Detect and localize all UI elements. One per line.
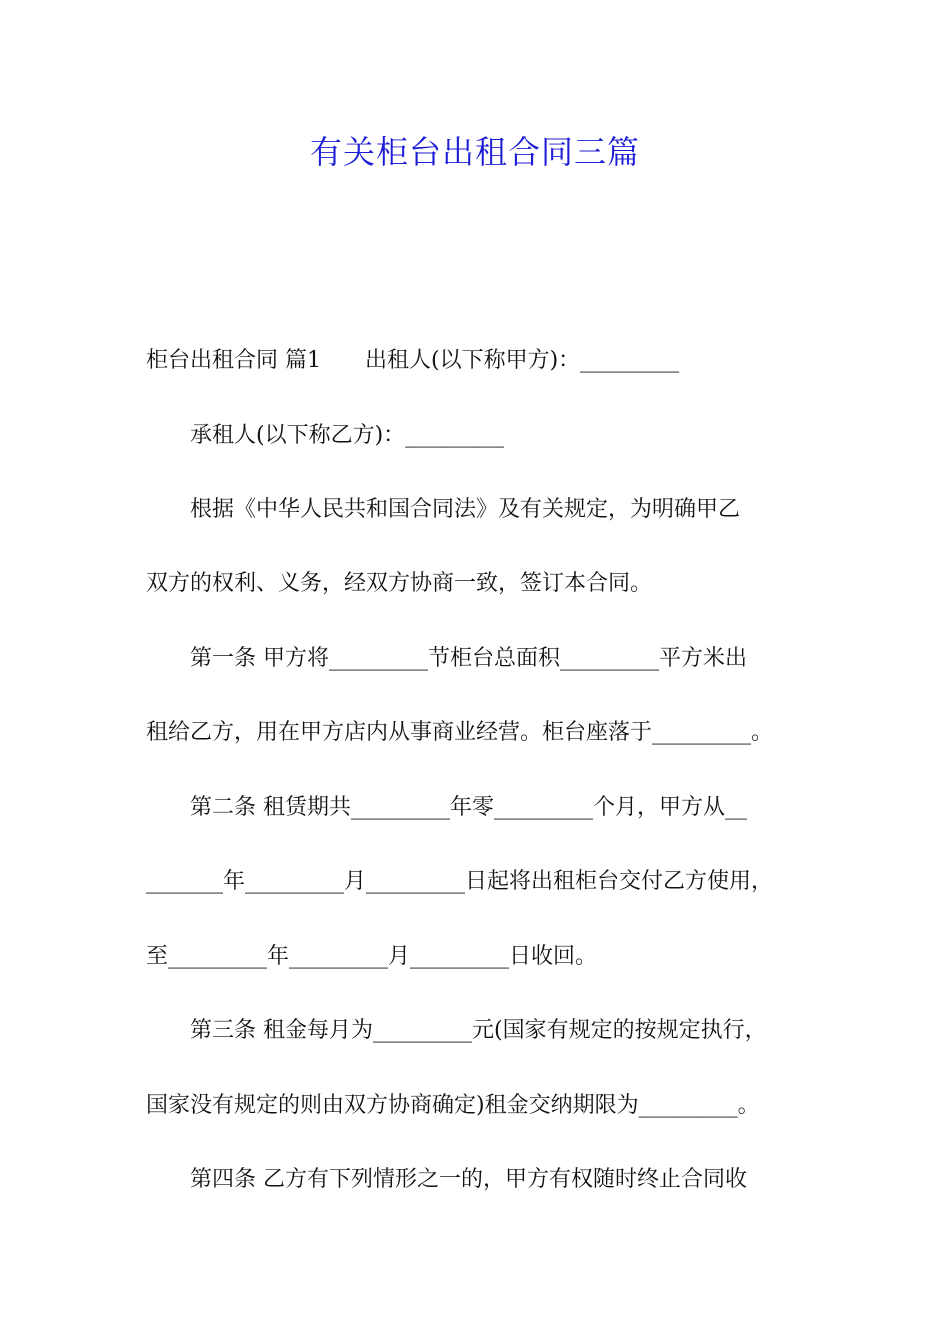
- lessee-line: 承租人(以下称乙方)：_________: [146, 423, 505, 448]
- document-title: 有关柜台出租合同三篇: [309, 133, 640, 171]
- article-4-line-1: 第四条 乙方有下列情形之一的，甲方有权随时终止合同收: [146, 1167, 747, 1192]
- preamble-line-2: 双方的权利、义务，经双方协商一致，签订本合同。: [146, 571, 653, 596]
- article-1-line-1: 第一条 甲方将_________节柜台总面积_________平方米出: [146, 646, 747, 671]
- contract-heading-lessor-line: 柜台出租合同 篇1 出租人(以下称甲方)：_________: [146, 348, 680, 373]
- article-3-line-2: 国家没有规定的则由双方协商确定)租金交纳期限为_________。: [146, 1093, 760, 1118]
- article-2-line-1: 第二条 租赁期共_________年零_________个月，甲方从__: [146, 795, 747, 820]
- article-3-line-1: 第三条 租金每月为_________元(国家有规定的按规定执行，: [146, 1018, 767, 1043]
- preamble-line-1: 根据《中华人民共和国合同法》及有关规定，为明确甲乙: [146, 497, 741, 522]
- article-2-line-3: 至_________年_________月_________日收回。: [146, 944, 598, 969]
- article-2-line-2: _______年_________月_________日起将出租柜台交付乙方使用，: [146, 869, 774, 894]
- article-1-line-2: 租给乙方，用在甲方店内从事商业经营。柜台座落于_________。: [146, 720, 774, 745]
